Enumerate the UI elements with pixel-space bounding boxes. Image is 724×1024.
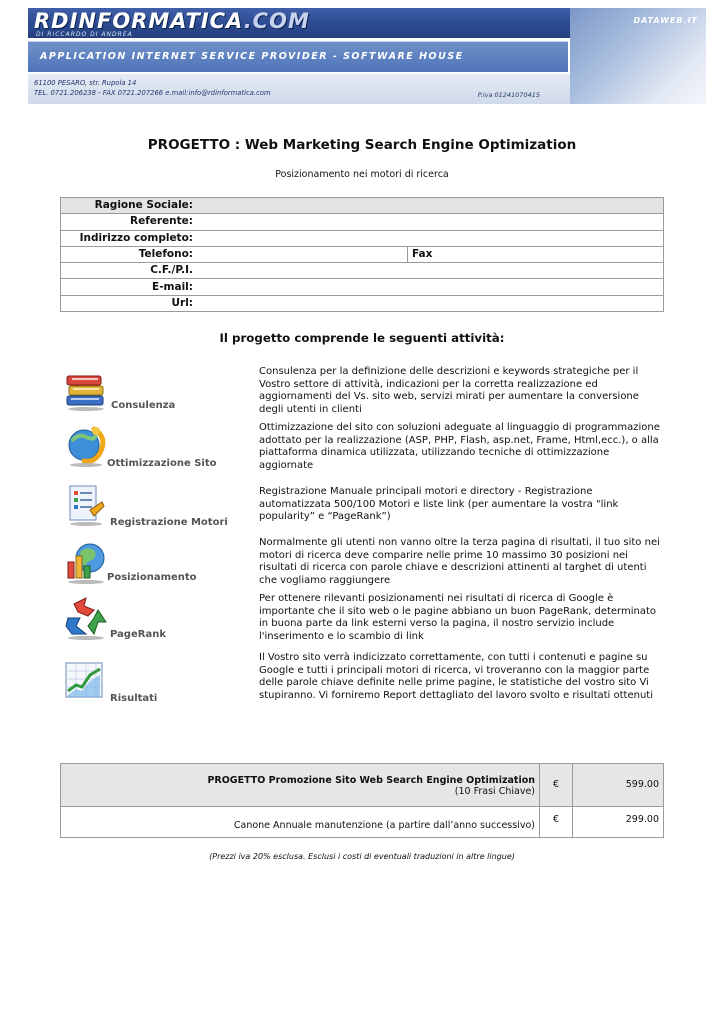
address-bar (28, 74, 570, 104)
label-ragione-sociale: Ragione Sociale: (61, 198, 198, 214)
company-logo: RDINFORMATICA.COM (34, 9, 310, 33)
form-row-email (61, 279, 664, 295)
pricing-amount: 599.00 (573, 764, 664, 807)
page-title: PROGETTO : Web Marketing Search Engine Optimization (147, 137, 577, 153)
pricing-description (61, 807, 540, 838)
activity-description: Il Vostro sito verrà indicizzato correttamente, con tutti i contenuti e pagine su Google e tutti i principali motori di ricerca, vi troveranno con la maggior parte delle parole chiave definite nelle prime pagine, le statistiche del vostro sito Vi stupiranno. Vi forniremo Report dettagliato del lavoro svolto e risultati ottenuti (259, 652, 653, 701)
document-list-icon (64, 482, 104, 524)
section-title: Il progetto comprende le seguenti attività: (219, 331, 505, 345)
books-icon (64, 368, 104, 410)
form-row-url (61, 295, 664, 311)
pricing-currency: € (540, 807, 573, 838)
pricing-amount: 299.00 (573, 807, 664, 838)
banner-right-graphic (570, 8, 706, 104)
field-referente[interactable] (197, 214, 664, 230)
header-banner (28, 8, 706, 104)
activity-name: PageRank (110, 629, 166, 640)
label-fax: Fax (408, 246, 664, 262)
label-url: Url: (61, 295, 198, 311)
field-email[interactable] (197, 279, 664, 295)
field-telefono[interactable] (197, 246, 408, 262)
address-line-2: TEL. 0721.206238 - FAX 0721.207266 e.mail:info@rdinformatica.com (34, 89, 271, 97)
field-url[interactable] (197, 295, 664, 311)
form-row-cf-pi (61, 263, 664, 279)
form-row-referente (61, 214, 664, 230)
label-email: E-mail: (61, 279, 198, 295)
pricing-item-title: Canone Annuale manutenzione (a partire dall’anno successivo) (233, 820, 535, 831)
tagline-bar (28, 41, 568, 72)
client-info-form (60, 197, 664, 312)
field-ragione-sociale[interactable] (197, 198, 664, 214)
globe-chart-icon (64, 540, 104, 582)
label-cf-pi: C.F./P.I. (61, 263, 198, 279)
brand-tag: DATAWEB.IT (633, 16, 698, 25)
pricing-row-maintenance (61, 807, 664, 838)
activity-name: Posizionamento (107, 572, 197, 583)
pricing-item-title: PROGETTO Promozione Sito Web Search Engine Optimization (207, 775, 535, 786)
address-line-1: 61100 PESARO, str. Rupola 14 (34, 79, 137, 87)
field-indirizzo[interactable] (197, 230, 664, 246)
form-row-indirizzo (61, 230, 664, 246)
pricing-description (61, 764, 540, 807)
recycle-arrows-icon (64, 596, 104, 638)
activity-description: Per ottenere rilevanti posizionamenti nei risultati di ricerca di Google è importante che il sito web o le pagine abbiano un buon PageRank, determinato in buona parte da link esterni verso la pagina, il nostro servizio include l'inserimento e lo scambio di link (259, 593, 657, 642)
label-indirizzo: Indirizzo completo: (61, 230, 198, 246)
pricing-row-project (61, 764, 664, 807)
logo-subtitle: DI RICCARDO DI ANDREA (36, 31, 133, 38)
activity-name: Consulenza (111, 400, 176, 411)
form-row-ragione-sociale (61, 198, 664, 214)
pricing-table (60, 763, 664, 838)
tagline: APPLICATION INTERNET SERVICE PROVIDER - SOFTWARE HOUSE (40, 51, 464, 62)
pricing-note: (Prezzi iva 20% esclusa. Esclusi i costi di eventuali traduzioni in altre lingue) (209, 852, 515, 861)
page-subtitle: Posizionamento nei motori di ricerca (275, 169, 449, 180)
label-telefono: Telefono: (61, 246, 198, 262)
activity-name: Ottimizzazione Sito (107, 458, 217, 469)
form-row-telefono (61, 246, 664, 262)
activity-description: Normalmente gli utenti non vanno oltre la terza pagina di risultati, il tuo sito nei motori di ricerca deve comparire nelle prime 10 massimo 30 posizioni nei risultati di ricerca con parole chiave e descrizioni attinenti al targhet di utenti che vogliamo raggiungere (259, 537, 660, 586)
vat-number: P.iva 01241070415 (477, 91, 540, 99)
activity-name: Registrazione Motori (110, 517, 228, 528)
pricing-currency: € (540, 764, 573, 807)
globe-swirl-icon (64, 423, 104, 465)
activity-name: Risultati (110, 693, 158, 704)
label-referente: Referente: (61, 214, 198, 230)
activity-description: Registrazione Manuale principali motori e directory - Registrazione automatizzata 500/100 Motori e liste link (per aumentare la vostra "link popularity” e “PageRank”) (259, 486, 619, 523)
pricing-item-detail: (10 Frasi Chiave) (454, 786, 535, 797)
field-cf-pi[interactable] (197, 263, 664, 279)
activity-description: Consulenza per la definizione delle descrizioni e keywords strategiche per il Vostro settore di attività, indicazioni per la corretta realizzazione ed aggiornamenti del Vs. sito web, servizi mirati per aumentare la conversione degli utenti in clienti (259, 366, 639, 415)
activity-description: Ottimizzazione del sito con soluzioni adeguate al linguaggio di programmazione adottato per la realizzazione (ASP, PHP, Flash, asp.net, Frame, Html,ecc.), o alla piattaforma dinamica utilizzata, utilizzando tecniche di ottimizzazione aggiornate (259, 422, 660, 471)
line-graph-icon (64, 659, 104, 701)
